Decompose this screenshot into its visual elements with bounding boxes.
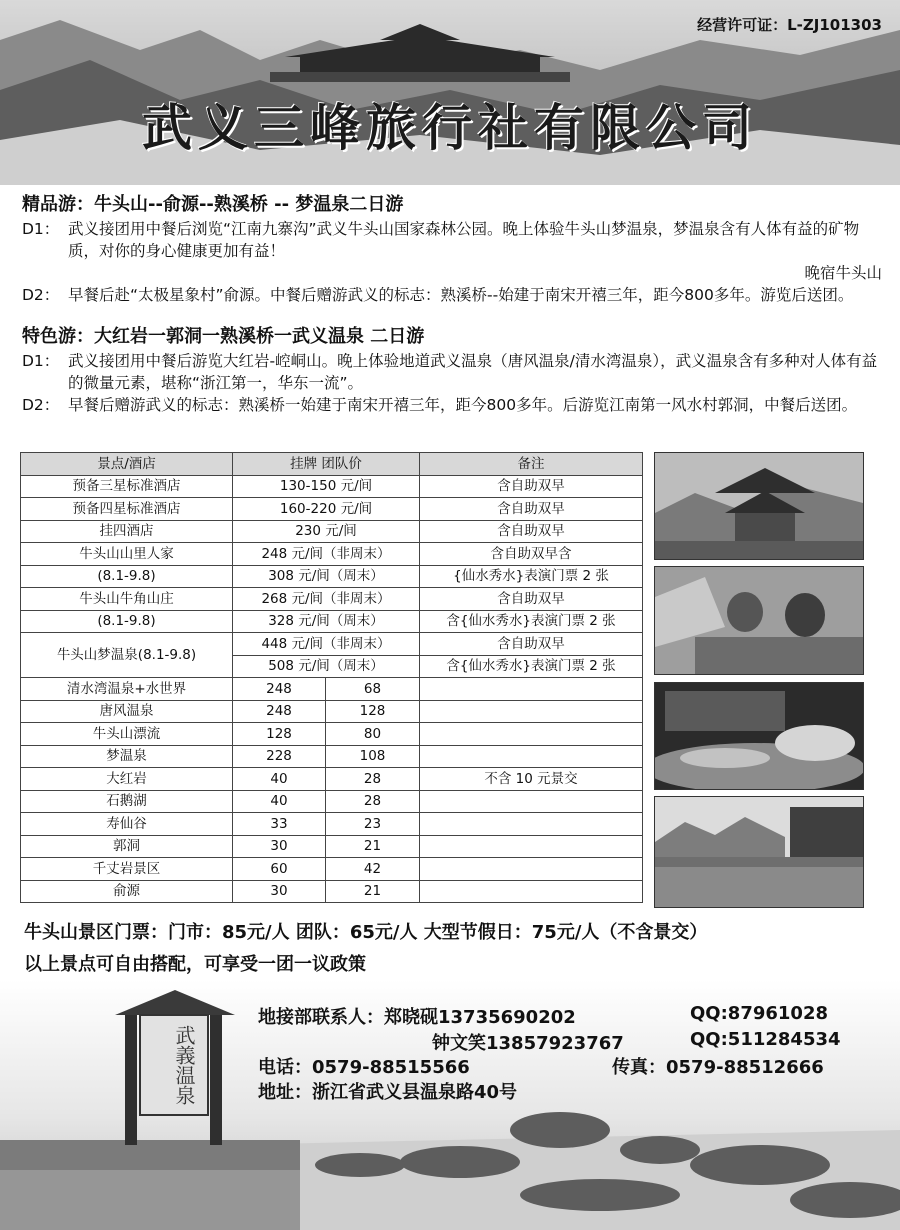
hotel-note: 含自助双早 (420, 520, 643, 543)
tour-day (22, 284, 882, 306)
company-address: 地址：浙江省武义县温泉路40号 (258, 1082, 518, 1103)
tour-day (22, 218, 882, 284)
hotel-note: 含自助双早 (420, 475, 643, 498)
spot-note (420, 813, 643, 836)
table-row (21, 700, 643, 723)
license-number: 经营许可证：L-ZJ101303 (697, 16, 882, 34)
day-description: 武义接团用中餐后游览大红岩-崆峒山。晚上体验地道武义温泉（唐风温泉/清水湾温泉），武义温泉含有多种对人体有益的微量元素，堪称“浙江第一，华东一流”。 (68, 352, 878, 392)
spot-note (420, 745, 643, 768)
resort-note: {仙水秀水}表演门票 2 张 (420, 565, 643, 588)
scenic-ticket-prices: 牛头山景区门票：门市：85元/人 团队：65元/人 大型节假日：75元/人（不含景交） (24, 922, 708, 943)
spot-name: 寿仙谷 (21, 813, 233, 836)
fax-number: 传真：0579-88512666 (612, 1057, 824, 1078)
spot-name: 清水湾温泉+水世界 (21, 678, 233, 701)
spot-group-price: 21 (326, 835, 420, 858)
column-header: 挂牌 团队价 (233, 453, 420, 476)
resort-price: 328 元/间（周末） (233, 610, 420, 633)
tour-title: 特色游：大红岩一郭洞一熟溪桥一武义温泉 二日游 (22, 326, 425, 347)
resort-note: 含{仙水秀水}表演门票 2 张 (420, 610, 643, 633)
resort-dates: (8.1-9.8) (21, 610, 233, 633)
table-row (21, 858, 643, 881)
spot-name: 牛头山漂流 (21, 723, 233, 746)
spot-name: 唐风温泉 (21, 700, 233, 723)
spot-list-price: 128 (233, 723, 326, 746)
contact-person-2: 钟文笑13857923767 (432, 1033, 624, 1054)
spot-note (420, 858, 643, 881)
pavilion-photo (654, 452, 864, 560)
phone-number: 电话：0579-88515566 (258, 1057, 470, 1078)
spot-list-price: 30 (233, 880, 326, 903)
day-description: 早餐后赠游武义的标志：熟溪桥一始建于南宋开禧三年，距今800多年。后游览江南第一风水村郭洞，中餐后送团。 (68, 396, 858, 414)
table-row (21, 790, 643, 813)
table-row (21, 520, 643, 543)
spot-group-price: 21 (326, 880, 420, 903)
tour-featured (22, 322, 882, 416)
spot-group-price: 28 (326, 790, 420, 813)
tourists-photo (654, 566, 864, 675)
table-row (21, 610, 643, 633)
resort-note: 含自助双早 (420, 633, 643, 656)
header-banner (0, 0, 900, 185)
day-label: D2： (22, 286, 60, 304)
company-name: 武义三峰旅行社有限公司 (142, 98, 758, 157)
hotel-note: 含自助双早 (420, 498, 643, 521)
contact-qq-1: QQ:87961028 (690, 1003, 828, 1024)
day-label: D1： (22, 220, 60, 238)
tour-day (22, 350, 882, 394)
contact-person-line-1 (258, 1003, 576, 1029)
spot-name: 俞源 (21, 880, 233, 903)
spot-group-price: 108 (326, 745, 420, 768)
spot-group-price: 128 (326, 700, 420, 723)
table-row (21, 543, 643, 566)
tour-premium (22, 190, 882, 306)
resort-price: 508 元/间（周末） (233, 655, 420, 678)
spot-group-price: 23 (326, 813, 420, 836)
spot-name: 郭洞 (21, 835, 233, 858)
resort-price: 248 元/间（非周末） (233, 543, 420, 566)
table-row (21, 768, 643, 791)
contact-qq-2: QQ:511284534 (690, 1029, 841, 1050)
spot-list-price: 60 (233, 858, 326, 881)
spot-list-price: 228 (233, 745, 326, 768)
day-label: D2： (22, 396, 60, 414)
hotel-price: 130-150 元/间 (233, 475, 420, 498)
tour-title: 精品游：牛头山--俞源--熟溪桥 -- 梦温泉二日游 (22, 194, 404, 215)
table-row (21, 745, 643, 768)
spot-note: 不含 10 元景交 (420, 768, 643, 791)
spot-list-price: 40 (233, 768, 326, 791)
table-row (21, 498, 643, 521)
spot-note (420, 678, 643, 701)
spot-group-price: 28 (326, 768, 420, 791)
resort-name: 牛头山梦温泉(8.1-9.8) (21, 633, 233, 678)
table-row (21, 633, 643, 656)
spot-group-price: 80 (326, 723, 420, 746)
table-header-row (21, 453, 643, 476)
table-row (21, 678, 643, 701)
spot-list-price: 33 (233, 813, 326, 836)
day-description: 早餐后赴“太极星象村”俞源。中餐后赠游武义的标志：熟溪桥--始建于南宋开禧三年，距今800多年。游览后送团。 (68, 286, 854, 304)
spot-note (420, 700, 643, 723)
spot-list-price: 30 (233, 835, 326, 858)
hotel-name: 预备三星标准酒店 (21, 475, 233, 498)
group-policy: 以上景点可自由搭配，可享受一团一议政策 (24, 954, 366, 975)
spot-name: 石鹅湖 (21, 790, 233, 813)
spot-name: 千丈岩景区 (21, 858, 233, 881)
day-label: D1： (22, 352, 60, 370)
resort-dates: (8.1-9.8) (21, 565, 233, 588)
resort-pool-photo (654, 796, 864, 908)
spot-group-price: 42 (326, 858, 420, 881)
hot-spring-photo (654, 682, 864, 790)
spot-note (420, 880, 643, 903)
spot-note (420, 790, 643, 813)
resort-price: 308 元/间（周末） (233, 565, 420, 588)
resort-note: 含{仙水秀水}表演门票 2 张 (420, 655, 643, 678)
resort-name: 牛头山牛角山庄 (21, 588, 233, 611)
contact-person-1: 郑晓砚13735690202 (384, 1007, 576, 1028)
spot-group-price: 68 (326, 678, 420, 701)
table-row (21, 723, 643, 746)
table-row (21, 880, 643, 903)
spot-note (420, 723, 643, 746)
resort-price: 268 元/间（非周末） (233, 588, 420, 611)
table-row (21, 835, 643, 858)
spot-name: 大红岩 (21, 768, 233, 791)
resort-note: 含自助双早含 (420, 543, 643, 566)
overnight-note: 晚宿牛头山 (804, 264, 882, 282)
table-row (21, 813, 643, 836)
column-header: 备注 (420, 453, 643, 476)
spot-list-price: 248 (233, 678, 326, 701)
price-table (20, 452, 643, 903)
resort-name: 牛头山山里人家 (21, 543, 233, 566)
signpost-text: 武義温泉 (172, 1025, 196, 1105)
hotel-price: 230 元/间 (233, 520, 420, 543)
spot-note (420, 835, 643, 858)
day-description: 武义接团用中餐后浏览“江南九寨沟”武义牛头山国家森林公园。晚上体验牛头山梦温泉，梦温泉含有人体有益的矿物质，对你的身心健康更加有益！ (68, 220, 860, 260)
column-header: 景点/酒店 (21, 453, 233, 476)
resort-price: 448 元/间（非周末） (233, 633, 420, 656)
contact-label: 地接部联系人： (258, 1007, 384, 1028)
resort-note: 含自助双早 (420, 588, 643, 611)
spot-list-price: 248 (233, 700, 326, 723)
hotel-price: 160-220 元/间 (233, 498, 420, 521)
tour-day (22, 394, 882, 416)
hotel-name: 挂四酒店 (21, 520, 233, 543)
table-row (21, 565, 643, 588)
table-row (21, 588, 643, 611)
table-row (21, 475, 643, 498)
spot-list-price: 40 (233, 790, 326, 813)
hotel-name: 预备四星标准酒店 (21, 498, 233, 521)
spot-name: 梦温泉 (21, 745, 233, 768)
